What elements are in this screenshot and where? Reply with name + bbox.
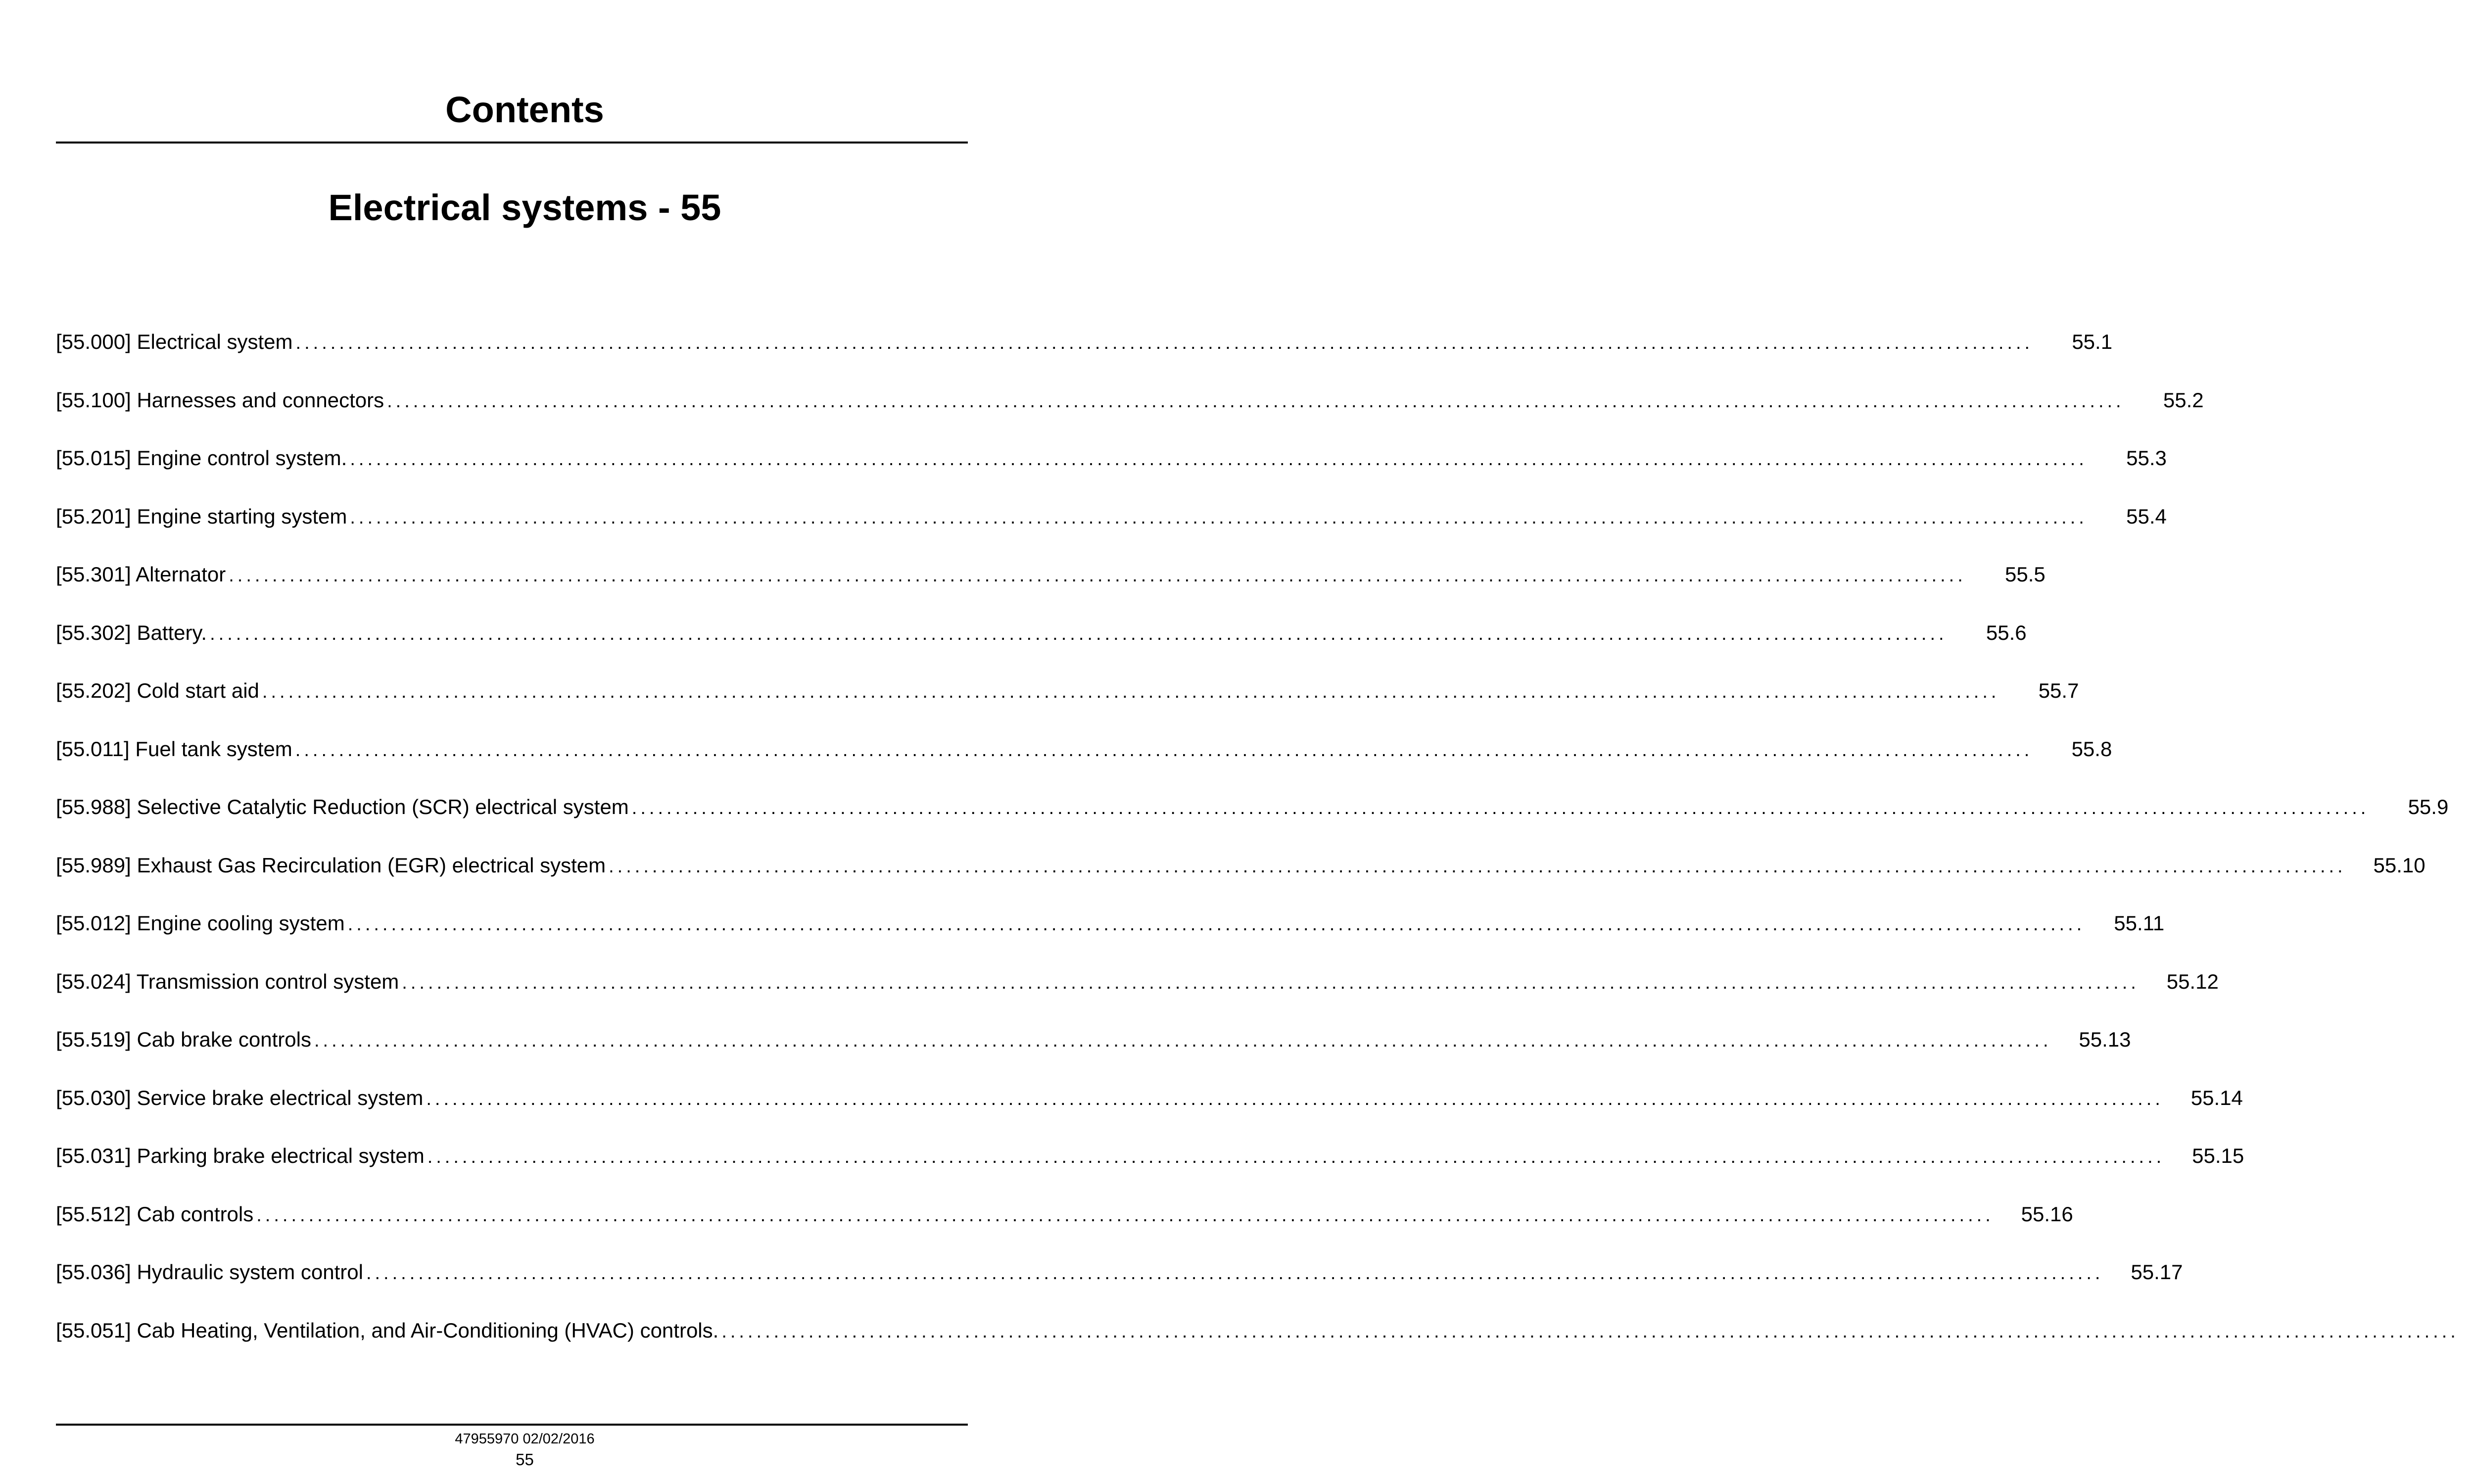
toc-entry-page: 55.11	[2114, 911, 2165, 935]
toc-dot-leader: ........................................................................................................................................................................................................	[609, 856, 2346, 877]
toc-dot-leader: ........................................................................................................................................................................................................	[350, 507, 2088, 528]
toc-entry-page: 55.17	[2131, 1260, 2183, 1284]
toc-entry-page: 55.6	[1986, 621, 2027, 644]
toc-entry-label: [55.100] Harnesses and connectors	[56, 388, 384, 412]
toc-entry-label: [55.000] Electrical system	[56, 330, 293, 353]
toc-entry[interactable]	[56, 673, 2079, 731]
toc-entry-label: [55.024] Transmission control system	[56, 969, 399, 993]
toc-entry-page: 55.7	[2038, 679, 2079, 702]
toc-entry[interactable]	[56, 1313, 2459, 1371]
toc-entry[interactable]	[56, 1138, 2244, 1197]
toc-entry-label: [55.519] Cab brake controls	[56, 1028, 311, 1051]
toc-entry-page: 55.9	[2408, 795, 2449, 818]
toc-entry-label: [55.201] Engine starting system	[56, 504, 347, 528]
toc-dot-leader: ........................................................................................................................................................................................................	[262, 681, 2000, 702]
toc-entry-page: 55.13	[2079, 1028, 2131, 1051]
toc-entry-page: 55.15	[2192, 1144, 2244, 1167]
toc-entry-page: 55.14	[2190, 1086, 2243, 1109]
toc-entry[interactable]	[56, 440, 2167, 499]
toc-entry-page: 55.1	[2072, 330, 2113, 353]
toc-entry-label: [55.015] Engine control system.	[56, 446, 347, 470]
toc-entry[interactable]	[56, 964, 2219, 1022]
toc-entry[interactable]	[56, 1022, 2131, 1080]
toc-entry-page: 55.3	[2126, 446, 2167, 470]
toc-entry-label: [55.989] Exhaust Gas Recirculation (EGR) electrical system	[56, 853, 606, 877]
toc-entry-page: 55.10	[2373, 853, 2426, 877]
toc-entry[interactable]	[56, 848, 2426, 906]
toc-dot-leader: ........................................................................................................................................................................................................	[256, 1204, 1994, 1226]
toc-entry-label: [55.988] Selective Catalytic Reduction (SCR) electrical system	[56, 795, 629, 818]
toc-entry-page: 55.12	[2166, 969, 2219, 993]
toc-entry[interactable]	[56, 1197, 2073, 1255]
toc-entry-label: [55.051] Cab Heating, Ventilation, and Air-Conditioning (HVAC) controls.	[56, 1318, 719, 1342]
toc-dot-leader: ........................................................................................................................................................................................................	[426, 1088, 2164, 1109]
toc-entry-page: 55.5	[2005, 563, 2046, 586]
section-title: Electrical systems - 55	[328, 187, 721, 228]
footer-divider	[56, 1424, 968, 1426]
toc-entry[interactable]	[56, 731, 2112, 790]
page-title: Contents	[445, 89, 604, 130]
toc-entry-label: [55.202] Cold start aid	[56, 679, 259, 702]
toc-dot-leader: ........................................................................................................................................................................................................	[347, 914, 2086, 935]
toc-entry-page	[2464, 1313, 2474, 1348]
toc-entry[interactable]	[56, 1254, 2183, 1313]
toc-dot-leader: ........................................................................................................................................................................................................	[229, 565, 1966, 586]
toc-dot-leader: ........................................................................................................................................................................................................	[721, 1321, 2459, 1342]
toc-entry[interactable]	[56, 499, 2167, 557]
toc-entry-label: [55.512] Cab controls	[56, 1202, 254, 1226]
page-number: 55	[516, 1450, 534, 1469]
toc-entry-page: 55.2	[2163, 388, 2204, 412]
toc-dot-leader: ........................................................................................................................................................................................................	[295, 739, 2033, 761]
toc-entry-label: [55.030] Service brake electrical system	[56, 1086, 424, 1109]
toc-entry[interactable]	[56, 789, 2449, 848]
toc-dot-leader: ........................................................................................................................................................................................................	[387, 390, 2125, 412]
title-divider	[56, 142, 968, 144]
toc-dot-leader: ........................................................................................................................................................................................................	[295, 333, 2034, 353]
toc-entry-label: [55.036] Hydraulic system control	[56, 1260, 363, 1284]
toc-entry-label: [55.301] Alternator	[56, 563, 226, 586]
toc-dot-leader: ........................................................................................................................................................................................................	[314, 1030, 2052, 1051]
table-of-contents	[56, 324, 2459, 1371]
toc-entry[interactable]	[56, 1080, 2243, 1139]
toc-entry-label: [55.302] Battery.	[56, 621, 207, 644]
toc-entry-page: 55.4	[2126, 504, 2167, 528]
toc-entry-label: [55.031] Parking brake electrical system	[56, 1144, 425, 1167]
document-id: 47955970 02/02/2016	[455, 1431, 595, 1447]
toc-dot-leader: ........................................................................................................................................................................................................	[350, 449, 2088, 470]
toc-entry-label: [55.012] Engine cooling system	[56, 911, 345, 935]
toc-entry-page: 55.16	[2021, 1202, 2073, 1226]
toc-dot-leader: ........................................................................................................................................................................................................	[366, 1263, 2104, 1284]
toc-entry[interactable]	[56, 615, 2027, 673]
toc-entry-label: [55.011] Fuel tank system	[56, 737, 292, 761]
toc-entry[interactable]	[56, 324, 2113, 383]
toc-dot-leader: ........................................................................................................................................................................................................	[210, 623, 1948, 644]
toc-dot-leader: ........................................................................................................................................................................................................	[631, 798, 2370, 818]
toc-entry[interactable]	[56, 383, 2204, 441]
toc-entry[interactable]	[56, 906, 2165, 964]
toc-entry-page: 55.8	[2071, 737, 2112, 761]
toc-dot-leader: ........................................................................................................................................................................................................	[402, 972, 2140, 993]
toc-dot-leader: ........................................................................................................................................................................................................	[427, 1147, 2165, 1167]
toc-entry[interactable]	[56, 557, 2046, 615]
